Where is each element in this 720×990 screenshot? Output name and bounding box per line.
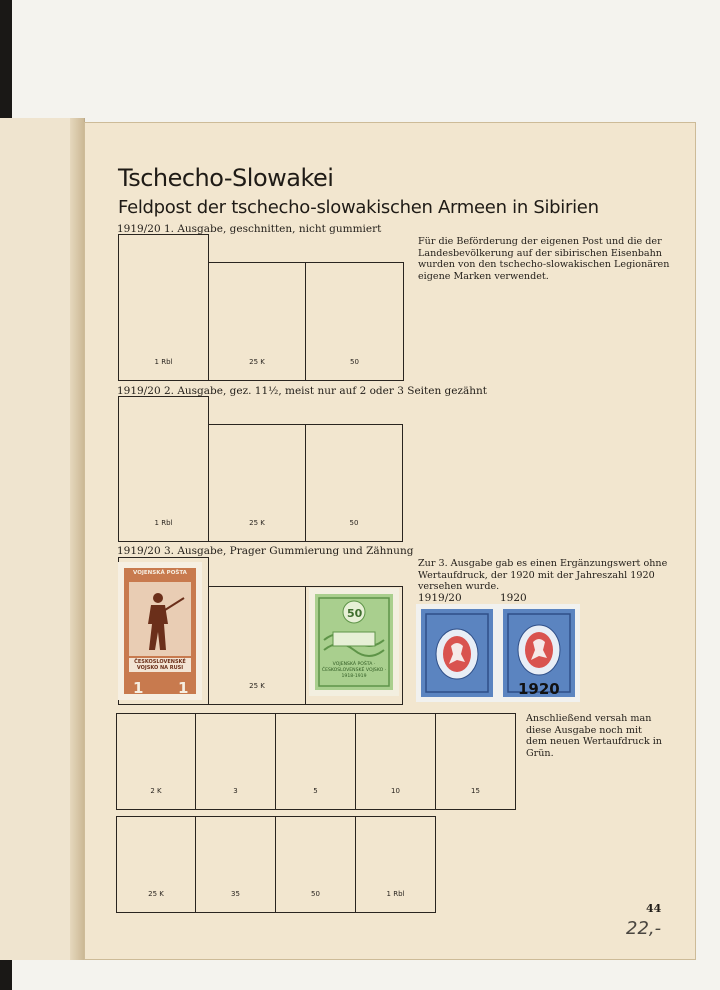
left-page-edge [0, 118, 85, 960]
stamp-slot [118, 396, 209, 542]
soldier-stamp-value-left: 1 [133, 679, 144, 697]
book-spine [70, 118, 84, 960]
stamp-slot [208, 424, 306, 542]
stamp-slot [305, 424, 403, 542]
page-title: Tschecho-Slowakei [118, 164, 334, 192]
lion-stamp-image [416, 604, 498, 702]
stamp-slot-value: 25 K [148, 890, 164, 898]
stamp-slot-value: 3 [233, 787, 238, 795]
soldier-stamp-bottom-text: ČESKOSLOVENSKÉ VOJSKO NA RUSI [134, 659, 186, 671]
stamp-slot-value: 50 [311, 890, 320, 898]
issue-3-caption: 1919/20 3. Ausgabe, Prager Gummierung und Zähnung [117, 545, 414, 557]
stamp-slot [275, 816, 356, 913]
stamp-slot [305, 262, 404, 381]
stamp-slot [118, 234, 209, 381]
stamp-slot-value: 25 K [249, 682, 265, 690]
page-subtitle: Feldpost der tschecho-slowakischen Armeen in Sibirien [118, 197, 599, 218]
stamp-slot-value: 5 [313, 787, 318, 795]
intro-note: Für die Beförderung der eigenen Post und die der Landesbevölkerung auf der sibirischen Eisenbahn wurden von den tschecho-slowakischen Legionären eigene Marken verwendet. [418, 236, 670, 282]
issue-1-caption: 1919/20 1. Ausgabe, geschnitten, nicht gummiert [117, 223, 382, 235]
green-stamp [309, 588, 399, 696]
soldier-stamp-top-text: VOJENSKÁ POŠTA [133, 570, 187, 576]
stamp-slot-value: 25 K [249, 519, 265, 527]
soldier-stamp-value-right: 1 [178, 679, 189, 697]
stamp-slot [435, 713, 516, 810]
followup-note: Anschließend versah man diese Ausgabe noch mit dem neuen Wertaufdruck in Grün. [526, 713, 662, 759]
lion-stamp-overprint: 1920 [518, 680, 560, 698]
stamp-slot-value: 25 K [249, 358, 265, 366]
supplement-label-right: 1920 [500, 592, 527, 604]
stamp-slot [195, 816, 276, 913]
stamp-slot-value: 1 Rbl [154, 358, 173, 366]
handwritten-price: 22,- [626, 918, 662, 939]
stamp-slot-value: 15 [471, 787, 480, 795]
soldier-stamp-image [118, 562, 202, 700]
stamp-slot [208, 262, 306, 381]
stamp-slot [116, 816, 196, 913]
lion-stamp-overprinted [498, 604, 580, 702]
stamp-slot-value: 2 K [150, 787, 162, 795]
stamp-slot-value: 35 [231, 890, 240, 898]
green-stamp-value: 50 [347, 607, 363, 620]
stamp-slot-value: 1 Rbl [386, 890, 405, 898]
lion-stamp-overprinted-image [498, 604, 580, 702]
page-number: 44 [646, 902, 662, 915]
stamp-slot [195, 713, 276, 810]
stamp-slot-value: 50 [349, 519, 359, 527]
stamp-slot [116, 713, 196, 810]
stamp-slot-value: 1 Rbl [154, 519, 173, 527]
stamp-slot [355, 816, 436, 913]
stamp-slot [355, 713, 436, 810]
supplement-note: Zur 3. Ausgabe gab es einen Ergänzungswert ohne Wertaufdruck, der 1920 mit der Jahreszahl 1920 versehen wurde. [418, 558, 668, 592]
issue-2-caption: 1919/20 2. Ausgabe, gez. 11½, meist nur auf 2 oder 3 Seiten gezähnt [117, 385, 488, 397]
stamp-slot [208, 586, 306, 705]
soldier-stamp [118, 562, 202, 700]
lion-stamp [416, 604, 498, 702]
stamp-slot-value: 50 [350, 358, 359, 366]
stamp-slot-value: 10 [391, 787, 400, 795]
supplement-label-left: 1919/20 [418, 592, 462, 604]
green-stamp-text: VOJENSKÁ POŠTA · ČESKOSLOVENSKÉ VOJSKO · 1918-1919 [321, 662, 387, 679]
stamp-slot [275, 713, 356, 810]
